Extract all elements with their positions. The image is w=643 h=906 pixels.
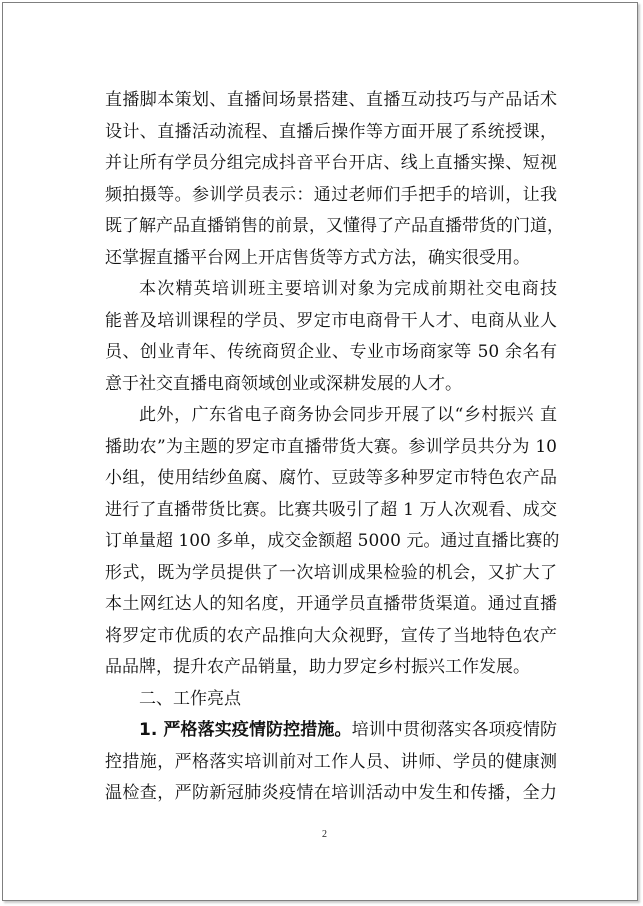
text-line: 频拍摄等。参训学员表示：通过老师们手把手的培训，让我 (105, 184, 557, 205)
text-line: 进行了直播带货比赛。比赛共吸引了超 1 万人次观看、成交 (105, 499, 557, 520)
text-line: 并让所有学员分组完成抖音平台开店、线上直播实操、短视 (105, 153, 557, 173)
text-line: 意于社交直播电商领域创业或深耕发展的人才。 (105, 373, 462, 394)
text-line: 控措施，严格落实培训前对工作人员、讲师、学员的健康测 (105, 751, 557, 772)
text-line: 本土网红达人的知名度，开通学员直播带货渠道。通过直播 (105, 594, 557, 614)
text-line: 温检查，严防新冠肺炎疫情在培训活动中发生和传播，全力 (105, 783, 557, 803)
text-line: 订单量超 100 多单，成交金额超 5000 元。通过直播比赛的 (105, 531, 560, 551)
section-heading: 二、工作亮点 (139, 688, 241, 709)
text-line: 既了解产品直播销售的前景，又懂得了产品直播带货的门道， (105, 216, 564, 236)
body-text (105, 85, 564, 810)
text-line: 将罗定市优质的农产品推向大众视野，宣传了当地特色农产 (105, 625, 557, 646)
point-1-title: 1. 严格落实疫情防控措施。 (139, 720, 352, 740)
document-page (2, 2, 638, 901)
text-line: 此外，广东省电子商务协会同步开展了以“乡村振兴 直 (139, 405, 557, 425)
point-1-line (105, 715, 557, 747)
text-line: 员、创业青年、传统商贸企业、专业市场商家等 50 余名有 (105, 342, 557, 362)
text-line: 还掌握直播平台网上开店售货等方式方法，确实很受用。 (105, 247, 530, 268)
text-line: 本次精英培训班主要培训对象为完成前期社交电商技 (139, 279, 557, 299)
text-line: 小组，使用结纱鱼腐、腐竹、豆豉等多种罗定市特色农产品 (105, 468, 557, 488)
text-line: 能普及培训课程的学员、罗定市电商骨干人才、电商从业人 (105, 310, 557, 331)
text-line: 直播脚本策划、直播间场景搭建、直播互动技巧与产品话术 (105, 90, 557, 110)
text-line: 品品牌，提升农产品销量，助力罗定乡村振兴工作发展。 (105, 657, 530, 677)
point-1-text: 培训中贯彻落实各项疫情防 (351, 720, 557, 740)
text-line: 形式，既为学员提供了一次培训成果检验的机会，又扩大了 (105, 562, 557, 583)
text-line: 播助农”为主题的罗定市直播带货大赛。参训学员共分为 10 (105, 436, 557, 457)
page-number: 2 (322, 829, 327, 840)
text-line: 设计、直播活动流程、直播后操作等方面开展了系统授课， (105, 121, 557, 142)
